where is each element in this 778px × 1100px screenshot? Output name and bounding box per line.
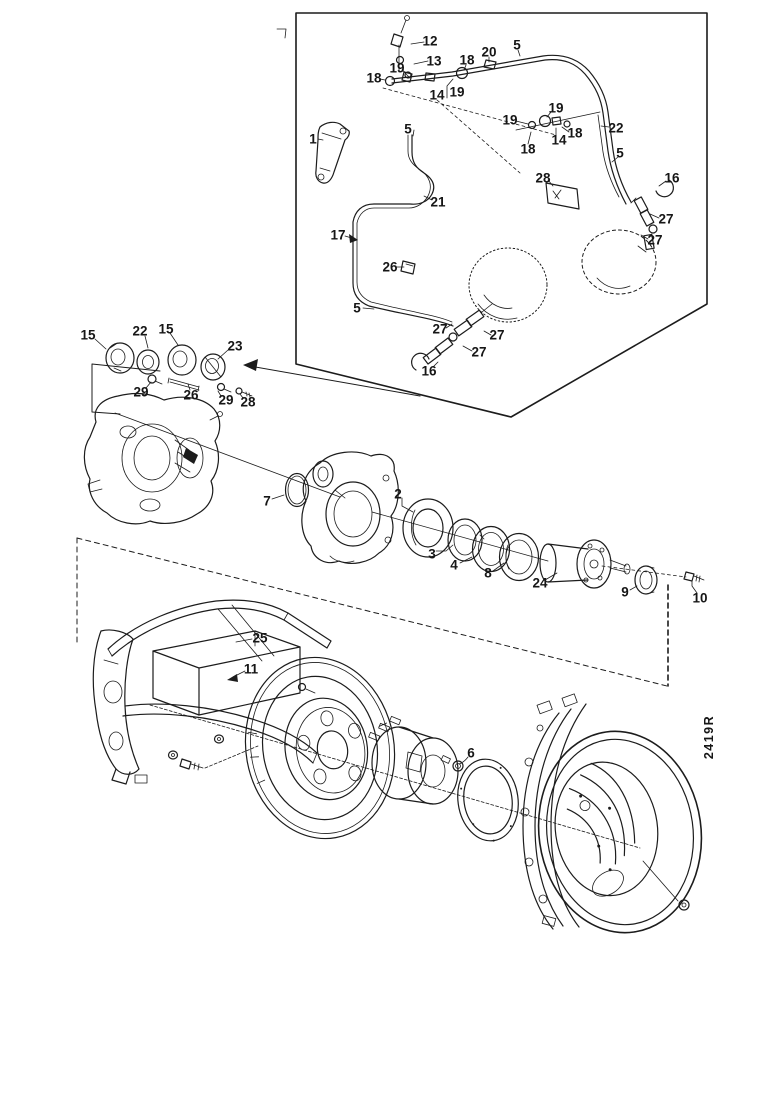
part-label-25-46: 25 [252, 630, 268, 646]
inset-box-outline [277, 13, 707, 417]
part-label-4-41: 4 [450, 557, 458, 573]
part-label-28-18: 28 [535, 170, 551, 186]
part-label-19-5: 19 [449, 84, 465, 100]
part-label-18-14: 18 [567, 125, 583, 141]
part-label-7-38: 7 [263, 493, 271, 509]
part-label-12-0: 12 [422, 33, 438, 49]
part-label-15-32: 15 [158, 321, 174, 337]
part-label-19-11: 19 [502, 112, 518, 128]
part-label-23-33: 23 [227, 338, 243, 354]
part-label-5-8: 5 [513, 37, 521, 53]
part-label-14-4: 14 [429, 87, 445, 103]
part-label-10-45: 10 [692, 590, 708, 606]
part-label-27-28: 27 [471, 344, 487, 360]
part-label-6-48: 6 [467, 745, 475, 761]
part-label-19-2: 19 [389, 60, 405, 76]
part-label-13-1: 13 [426, 53, 442, 69]
part-label-24-43: 24 [532, 575, 548, 591]
part-label-28-37: 28 [240, 394, 256, 410]
part-label-21-22: 21 [430, 194, 446, 210]
part-label-27-26: 27 [432, 321, 448, 337]
part-label-14-13: 14 [551, 132, 567, 148]
part-label-9-44: 9 [621, 584, 629, 600]
subframe-assembly [93, 600, 640, 848]
part-labels-layer [80, 34, 707, 761]
part-label-15-30: 15 [80, 327, 96, 343]
gasket-ring [453, 755, 524, 846]
part-label-22-31: 22 [132, 323, 148, 339]
part-label-27-27: 27 [489, 327, 505, 343]
part-label-20-7: 20 [481, 44, 497, 60]
part-label-5-17: 5 [616, 145, 624, 161]
drawing-ref-code: 2419R [702, 714, 716, 760]
part-label-27-21: 27 [647, 232, 663, 248]
part-label-3-40: 3 [428, 546, 436, 562]
part-label-29-34: 29 [133, 384, 149, 400]
dashed-reference-plane [77, 538, 668, 686]
part-label-22-16: 22 [608, 120, 624, 136]
final-drive-drum [521, 694, 714, 943]
part-label-26-24: 26 [382, 259, 398, 275]
part-label-8-42: 8 [484, 565, 492, 581]
hub-assembly [369, 716, 468, 804]
part-label-16-19: 16 [664, 170, 680, 186]
part-label-29-36: 29 [218, 392, 234, 408]
part-label-26-35: 26 [183, 387, 199, 403]
part-label-18-15: 18 [520, 141, 536, 157]
part-label-5-10: 5 [404, 121, 412, 137]
part-label-1-9: 1 [309, 131, 317, 147]
part-label-27-20: 27 [658, 211, 674, 227]
part-label-18-6: 18 [459, 52, 475, 68]
part-label-16-29: 16 [421, 363, 437, 379]
hydraulic-lines-group [316, 16, 674, 371]
part-label-2-39: 2 [394, 486, 402, 502]
part-label-5-25: 5 [353, 300, 361, 316]
part-label-18-3: 18 [366, 70, 382, 86]
part-label-17-23: 17 [330, 227, 346, 243]
leader-arrow-to-seals [243, 359, 420, 396]
part-label-19-12: 19 [548, 100, 564, 116]
part-label-11-47: 11 [243, 661, 259, 677]
